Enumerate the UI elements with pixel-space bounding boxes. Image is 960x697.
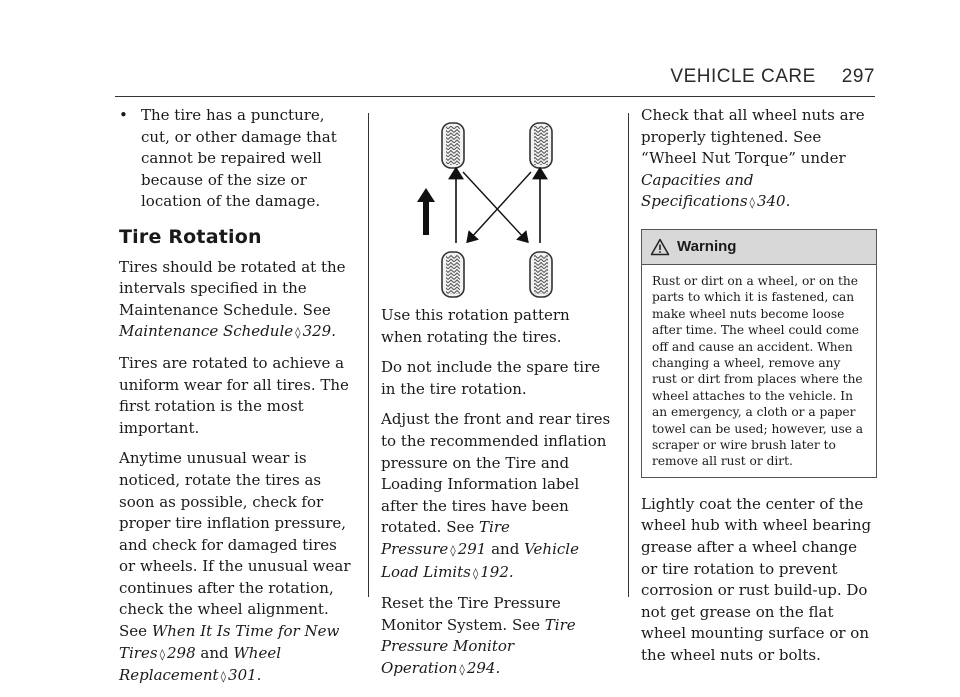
cross-reference-link[interactable]: Vehicle Load Limits (381, 539, 579, 581)
column-divider-2 (628, 113, 629, 597)
page-ref[interactable]: 291 (457, 539, 487, 558)
paragraph: Do not include the spare tire in the tire rotation. (381, 358, 601, 398)
cross-reference-link[interactable]: Wheel Replacement (119, 643, 282, 685)
cross-reference-link[interactable]: Tire Pressure Monitor Operation (381, 615, 576, 677)
running-header (670, 66, 875, 88)
paragraph: Reset the Tire Pressure Monitor System. See Tire Pressure Monitor Operation ◊ 294. (381, 594, 576, 677)
paragraph: Adjust the front and rear tires to the recommended inflation pressure on the Tire and Loading Information label after the tires have been rotated. See Tire Pressure ◊ 291 and Vehicle Load Limits ◊ 192. (381, 410, 611, 581)
page-ref-arrow-icon: ◊ (295, 326, 301, 340)
cross-reference-link[interactable]: Capacities and Specifications (641, 170, 754, 211)
front-left-to-rear-right-arrow (463, 172, 525, 239)
page-number: 297 (841, 66, 875, 87)
vehicle-forward-arrow-icon (417, 188, 435, 235)
paragraph: Use this rotation pattern when rotating the tires. (381, 306, 570, 346)
section-heading: Tire Rotation (119, 225, 262, 248)
page-ref[interactable]: 340 (756, 192, 786, 211)
bullet-text: The tire has a puncture, cut, or other damage that cannot be repaired well because of the size or location of the damage. (141, 106, 337, 211)
page-ref-arrow-icon: ◊ (749, 196, 755, 210)
cross-reference-link[interactable]: When It Is Time for New Tires (119, 622, 340, 662)
column-1 (119, 105, 357, 697)
header-rule (115, 96, 875, 97)
warning-box (641, 229, 877, 478)
page-ref[interactable]: 301 (228, 666, 257, 685)
column-3 (641, 105, 877, 676)
page-ref-arrow-icon: ◊ (450, 543, 456, 557)
tire-front-right-icon (530, 123, 552, 168)
page-ref-arrow-icon: ◊ (159, 647, 165, 661)
page-ref[interactable]: 298 (167, 643, 196, 662)
cross-reference-link[interactable]: Maintenance Schedule (119, 322, 294, 341)
paragraph: Anytime unusual wear is noticed, rotate the tires as soon as possible, check for proper tire inflation pressure, and check for damaged tires or wheels. If the unusual wear continues after the rotation, check the wheel alignment. See When It Is Time for New Tires ◊ 298 and Wheel Replacement ◊ 301. (119, 449, 351, 685)
page-ref[interactable]: 294 (466, 658, 496, 677)
page-ref-arrow-icon: ◊ (459, 662, 465, 676)
tire-rotation-diagram (400, 115, 600, 300)
section-title: VEHICLE CARE (670, 66, 816, 87)
paragraph: Check that all wheel nuts are properly tightened. See “Wheel Nut Torque” under Capacities and Specifications ◊ 340. (641, 106, 865, 211)
page-ref[interactable]: 329 (302, 322, 332, 341)
page-ref[interactable]: 192 (480, 562, 509, 581)
warning-header (642, 230, 876, 265)
warning-title: Warning (677, 238, 737, 256)
paragraph: Tires are rotated to achieve a uniform wear for all tires. The first rotation is the most important. (119, 353, 349, 437)
front-right-to-rear-left-arrow (470, 172, 531, 239)
page-ref-arrow-icon: ◊ (472, 566, 479, 580)
tire-rear-right-icon (530, 252, 552, 297)
warning-triangle-icon (650, 238, 670, 256)
bullet-mark: • (119, 106, 128, 124)
tire-front-left-icon (442, 123, 464, 168)
warning-text: Rust or dirt on a wheel, or on the parts to which it is fastened, can make wheel nuts become loose after time. The wheel could come off and cause an accident. When changing a wheel, remove any rust or dirt from places where the wheel attaches to the vehicle. In an emergency, a cloth or a paper towel can be used; however, use a scraper or wire brush later to remove all rust or dirt. (652, 273, 864, 469)
column-2 (381, 305, 613, 690)
tire-rear-left-icon (442, 252, 464, 297)
paragraph: Tires should be rotated at the intervals specified in the Maintenance Schedule. See Maintenance Schedule ◊ 329. (119, 257, 346, 341)
bullet-item (119, 105, 357, 213)
page-ref-arrow-icon: ◊ (220, 670, 227, 684)
paragraph: Lightly coat the center of the wheel hub with wheel bearing grease after a wheel change or tire rotation to prevent corrosion or rust build-up. Do not get grease on the flat wheel mounting surface or on the wheel nuts or bolts. (641, 494, 872, 664)
cross-reference-link[interactable]: Tire Pressure (381, 518, 510, 558)
column-divider-1 (368, 113, 369, 597)
